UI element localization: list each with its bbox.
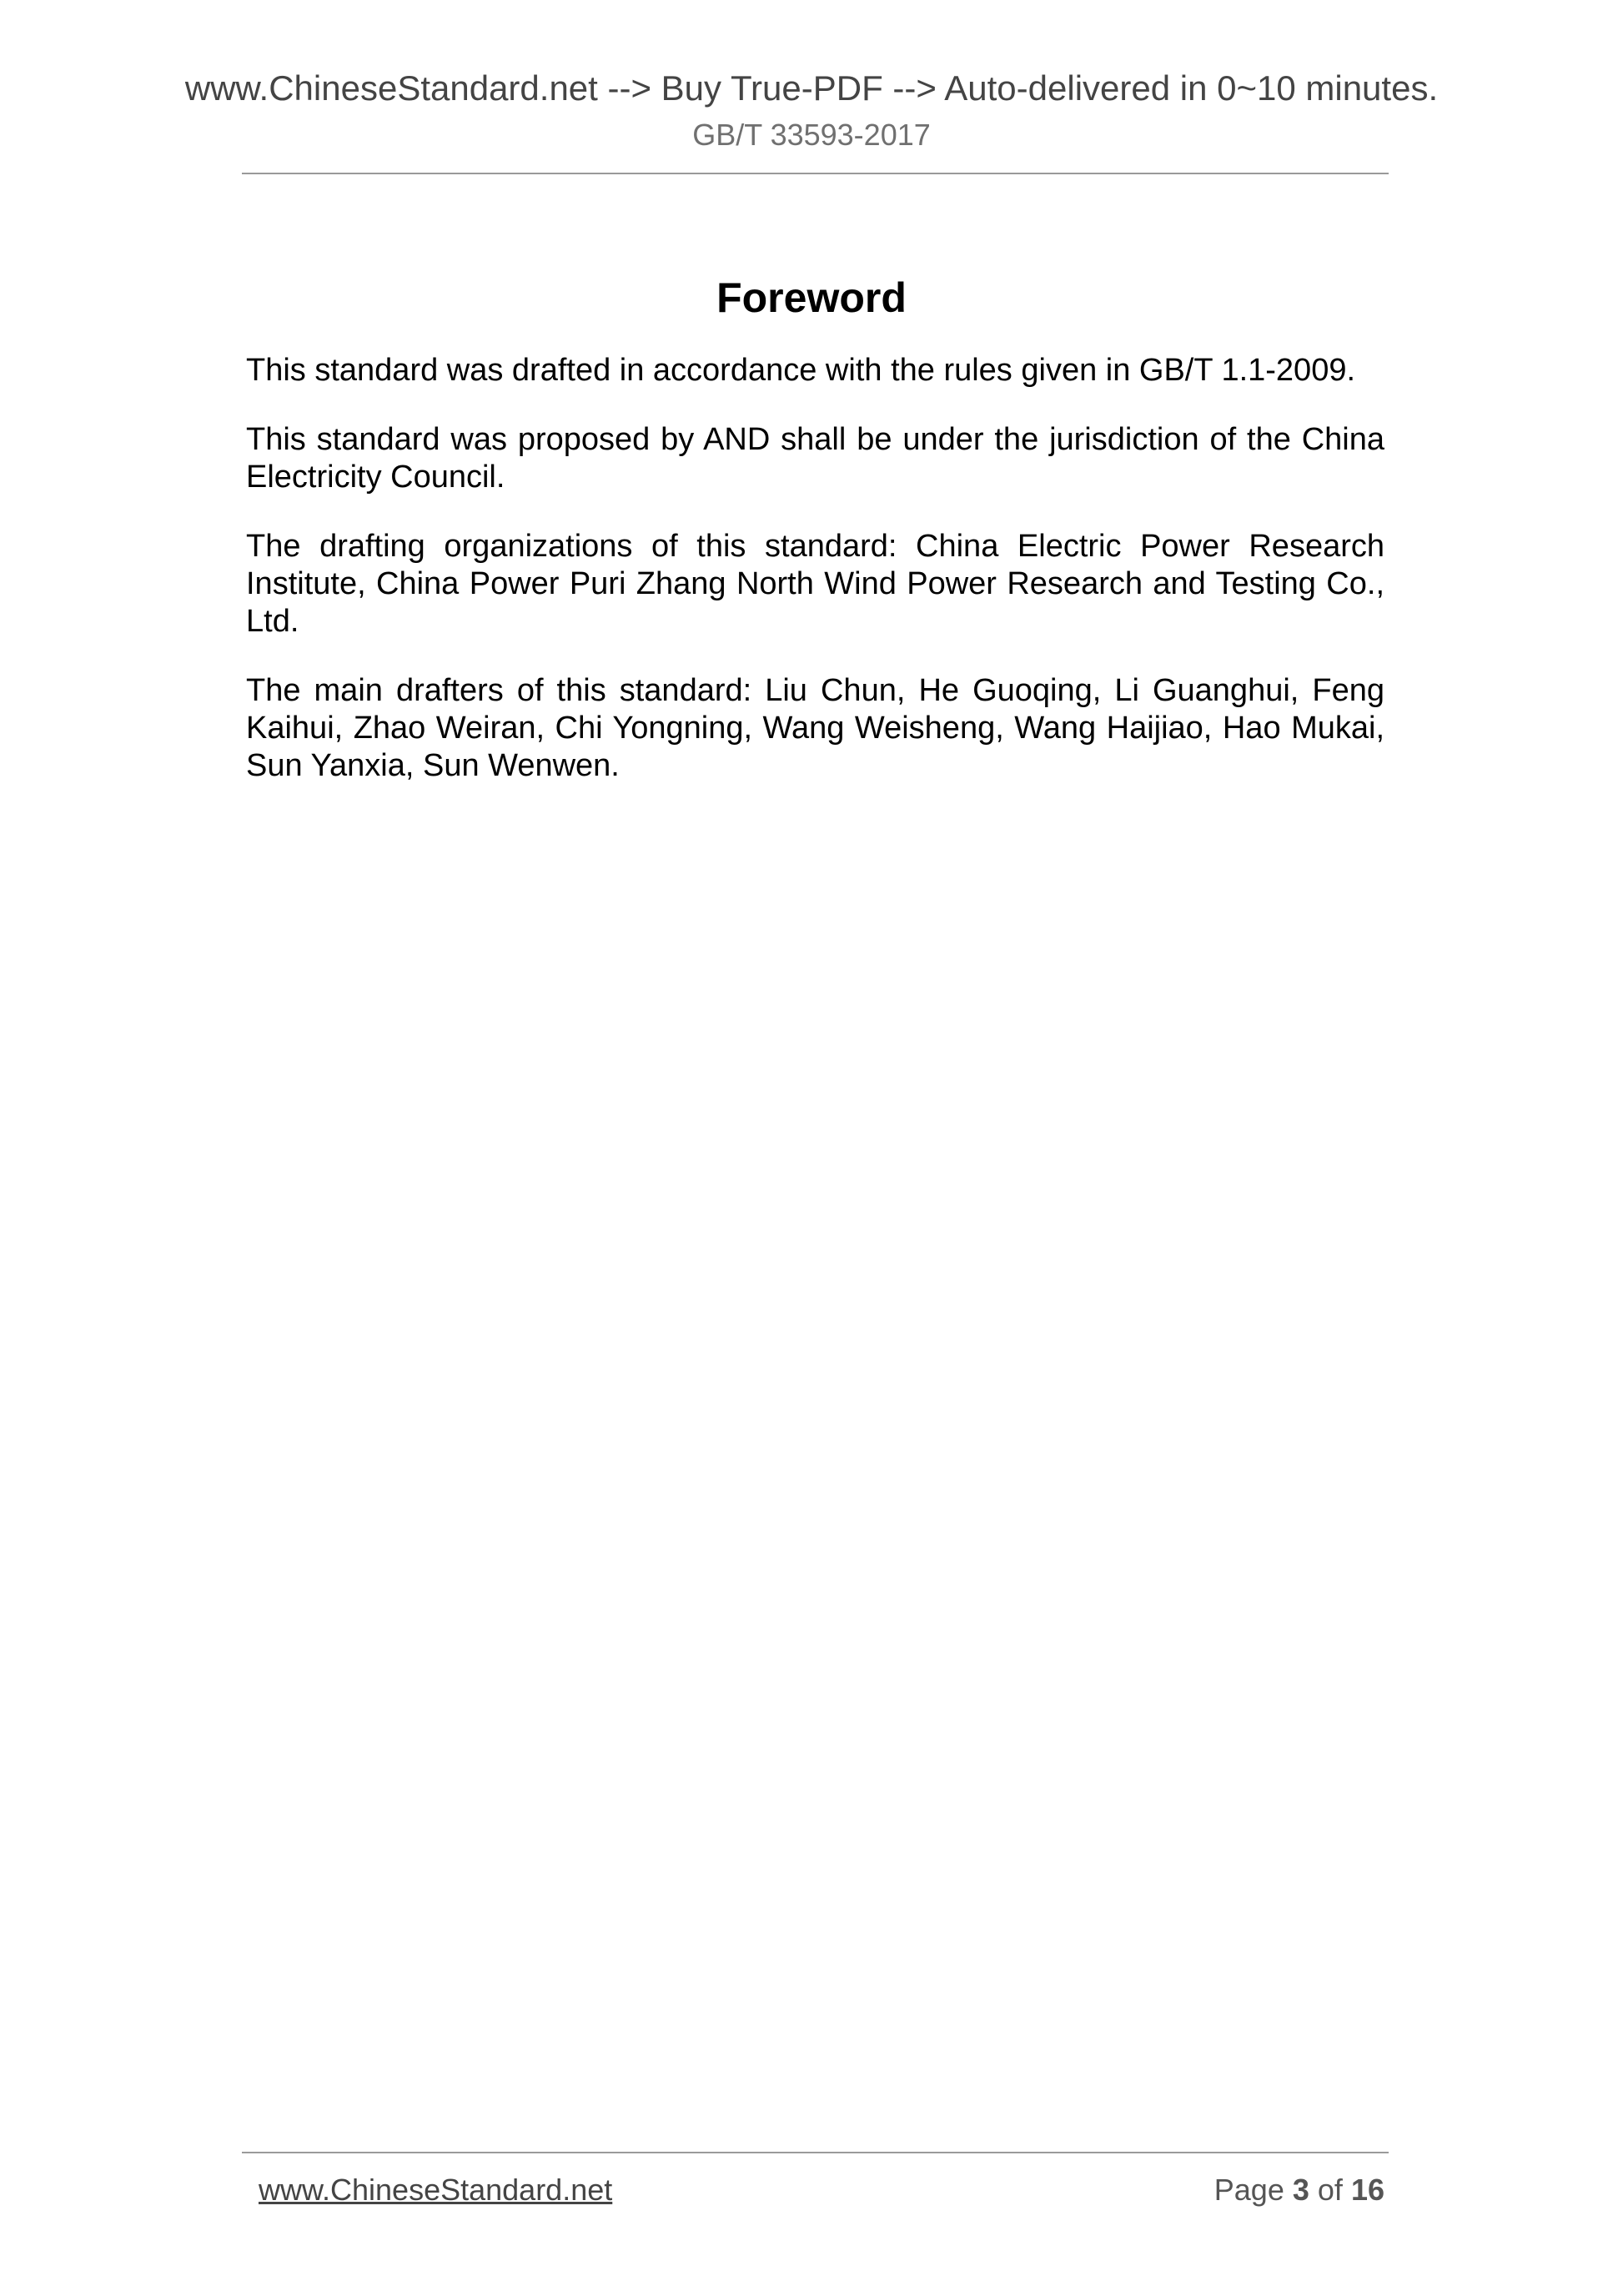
page-number	[1214, 2171, 1384, 2209]
page-current: 3	[1292, 2173, 1309, 2207]
paragraph-proposed-by: This standard was proposed by AND shall be under the jurisdiction of the China Electricity Council.	[246, 422, 1384, 495]
page-total: 16	[1350, 2173, 1384, 2207]
paragraph-main-drafters: The main drafters of this standard: Liu Chun, He Guoqing, Li Guanghui, Feng Kaihui, Zhao Weiran, Chi Yongning, Wang Weisheng, Wang Haijiao, Hao Mukai, Sun Yanxia, Sun Wenwen.	[246, 673, 1384, 783]
header-divider	[242, 173, 1389, 174]
footer-site-link[interactable]: www.ChineseStandard.net	[259, 2173, 613, 2207]
page-of-word: of	[1317, 2173, 1343, 2207]
paragraph-drafting-rules: This standard was drafted in accordance with the rules given in GB/T 1.1-2009.	[246, 353, 1356, 388]
document-body	[246, 352, 1384, 816]
header-banner: www.ChineseStandard.net --> Buy True-PDF --> Auto-delivered in 0~10 minutes.	[184, 68, 1439, 108]
paragraph-drafting-organizations: The drafting organizations of this standard: China Electric Power Research Institute, China Power Puri Zhang North Wind Power Research and Testing Co., Ltd.	[246, 529, 1384, 639]
footer-divider	[242, 2152, 1389, 2153]
page-word: Page	[1213, 2173, 1284, 2207]
page-title: Foreword	[716, 274, 907, 321]
standard-code: GB/T 33593-2017	[692, 118, 931, 152]
